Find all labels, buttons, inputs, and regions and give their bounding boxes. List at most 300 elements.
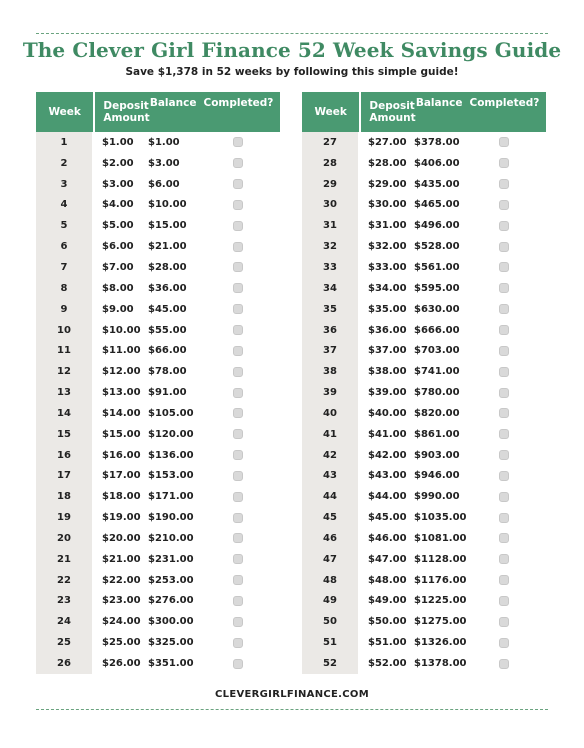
balance-amount: $3.00 [148,157,180,169]
completed-cell [462,179,546,189]
deposit-amount: $7.00 [102,261,134,273]
table-header [302,92,546,132]
completed-cell [196,513,280,523]
deposit-amount: $51.00 [368,637,407,649]
table-row [36,549,280,570]
completed-cell [196,304,280,314]
week-number: 23 [36,591,94,612]
balance-amount: $1081.00 [414,532,467,544]
deposit-amount: $11.00 [102,345,141,357]
table-row [36,340,280,361]
completed-checkbox[interactable] [233,304,243,314]
completed-checkbox[interactable] [233,554,243,564]
balance-amount: $528.00 [414,241,460,253]
balance-amount: $325.00 [148,637,194,649]
balance-amount: $861.00 [414,428,460,440]
header-balance-label: Balance [415,97,463,109]
balance-amount: $1378.00 [414,658,467,670]
deposit-amount: $10.00 [102,324,141,336]
completed-cell [462,388,546,398]
completed-checkbox[interactable] [233,408,243,418]
header-completed: Completed? [469,97,540,109]
completed-checkbox[interactable] [499,617,509,627]
completed-cell [196,137,280,147]
balance-amount: $561.00 [414,261,460,273]
completed-checkbox[interactable] [233,325,243,335]
balance-amount: $741.00 [414,366,460,378]
header-completed: Completed? [203,97,274,109]
table-row [302,236,546,257]
completed-cell [462,429,546,439]
week-number: 9 [36,299,94,320]
completed-checkbox[interactable] [499,200,509,210]
week-number: 42 [302,445,360,466]
page-title: The Clever Girl Finance 52 Week Savings Guide [22,38,562,62]
table-row [302,424,546,445]
week-number: 38 [302,361,360,382]
header-deposit-line2: Amount [369,112,416,124]
week-number: 29 [302,174,360,195]
week-number: 20 [36,528,94,549]
deposit-amount: $24.00 [102,616,141,628]
deposit-amount: $1.00 [102,136,134,148]
deposit-amount: $9.00 [102,303,134,315]
week-number: 34 [302,278,360,299]
completed-cell [196,367,280,377]
completed-cell [462,471,546,481]
week-number: 22 [36,570,94,591]
completed-checkbox[interactable] [499,242,509,252]
completed-checkbox[interactable] [499,492,509,502]
completed-cell [462,575,546,585]
week-number: 12 [36,361,94,382]
balance-amount: $465.00 [414,199,460,211]
completed-checkbox[interactable] [499,638,509,648]
week-number: 19 [36,507,94,528]
completed-checkbox[interactable] [499,554,509,564]
completed-checkbox[interactable] [499,262,509,272]
balance-amount: $990.00 [414,491,460,503]
deposit-amount: $19.00 [102,512,141,524]
balance-amount: $276.00 [148,595,194,607]
completed-cell [196,408,280,418]
balance-amount: $10.00 [148,199,187,211]
header-deposit-amount [361,92,415,132]
deposit-amount: $38.00 [368,366,407,378]
completed-checkbox[interactable] [233,596,243,606]
completed-cell [462,638,546,648]
completed-cell [196,533,280,543]
balance-amount: $630.00 [414,303,460,315]
week-number: 45 [302,507,360,528]
balance-amount: $496.00 [414,220,460,232]
header-balance-label: Balance [149,97,197,109]
week-number: 6 [36,236,94,257]
completed-checkbox[interactable] [499,367,509,377]
week-number: 25 [36,632,94,653]
balance-amount: $21.00 [148,241,187,253]
table-row [36,591,280,612]
table-row [36,278,280,299]
balance-amount: $55.00 [148,324,187,336]
table-row [302,486,546,507]
completed-checkbox[interactable] [499,408,509,418]
deposit-amount: $4.00 [102,199,134,211]
deposit-amount: $29.00 [368,178,407,190]
table-row [302,632,546,653]
week-number: 8 [36,278,94,299]
table-row [302,403,546,424]
bottom-dashed-rule [36,709,548,710]
top-dashed-rule [36,33,548,34]
week-number: 1 [36,132,94,153]
completed-cell [462,659,546,669]
week-number: 46 [302,528,360,549]
table-row [36,215,280,236]
completed-checkbox[interactable] [499,283,509,293]
completed-checkbox[interactable] [233,158,243,168]
deposit-amount: $27.00 [368,136,407,148]
completed-checkbox[interactable] [233,429,243,439]
balance-amount: $136.00 [148,449,194,461]
page-subtitle: Save $1,378 in 52 weeks by following this simple guide! [125,66,459,78]
deposit-amount: $31.00 [368,220,407,232]
deposit-amount: $28.00 [368,157,407,169]
completed-checkbox[interactable] [233,471,243,481]
table-row [36,382,280,403]
header-week: Week [302,92,361,132]
balance-amount: $36.00 [148,282,187,294]
completed-checkbox[interactable] [233,450,243,460]
header-week: Week [36,92,95,132]
deposit-amount: $20.00 [102,532,141,544]
completed-cell [196,659,280,669]
completed-cell [196,242,280,252]
balance-amount: $1.00 [148,136,180,148]
week-number: 24 [36,611,94,632]
table-row [36,653,280,674]
completed-cell [196,638,280,648]
completed-checkbox[interactable] [233,179,243,189]
week-number: 13 [36,382,94,403]
completed-checkbox[interactable] [499,596,509,606]
week-number: 41 [302,424,360,445]
completed-cell [196,158,280,168]
completed-checkbox[interactable] [499,388,509,398]
completed-checkbox[interactable] [499,450,509,460]
table-row [302,132,546,153]
completed-cell [462,346,546,356]
week-number: 31 [302,215,360,236]
deposit-amount: $43.00 [368,470,407,482]
balance-amount: $1225.00 [414,595,467,607]
week-number: 18 [36,486,94,507]
table-row [36,507,280,528]
completed-cell [196,450,280,460]
balance-amount: $406.00 [414,157,460,169]
table-row [36,174,280,195]
completed-cell [196,388,280,398]
completed-checkbox[interactable] [233,221,243,231]
completed-cell [196,346,280,356]
completed-cell [196,492,280,502]
week-number: 40 [302,403,360,424]
completed-cell [196,325,280,335]
deposit-amount: $30.00 [368,199,407,211]
completed-cell [462,221,546,231]
week-number: 2 [36,153,94,174]
balance-amount: $28.00 [148,261,187,273]
header-deposit-line1: Deposit [103,100,149,112]
balance-amount: $45.00 [148,303,187,315]
week-number: 36 [302,320,360,341]
balance-amount: $435.00 [414,178,460,190]
completed-checkbox[interactable] [233,513,243,523]
header-deposit-line2: Amount [103,112,150,124]
table-row [302,611,546,632]
table-row [302,174,546,195]
table-row [302,466,546,487]
week-number: 15 [36,424,94,445]
table-row [36,528,280,549]
completed-cell [462,513,546,523]
week-number: 21 [36,549,94,570]
table-row [302,215,546,236]
table-row [302,340,546,361]
deposit-amount: $18.00 [102,491,141,503]
table-row [36,132,280,153]
completed-cell [196,179,280,189]
week-number: 44 [302,486,360,507]
completed-cell [462,137,546,147]
completed-cell [196,575,280,585]
deposit-amount: $21.00 [102,553,141,565]
completed-cell [462,242,546,252]
deposit-amount: $35.00 [368,303,407,315]
balance-amount: $595.00 [414,282,460,294]
completed-checkbox[interactable] [233,367,243,377]
table-row [302,361,546,382]
completed-checkbox[interactable] [499,137,509,147]
balance-amount: $1275.00 [414,616,467,628]
deposit-amount: $44.00 [368,491,407,503]
completed-checkbox[interactable] [233,283,243,293]
completed-checkbox[interactable] [233,262,243,272]
completed-cell [462,596,546,606]
week-number: 52 [302,653,360,674]
completed-cell [462,492,546,502]
balance-amount: $1326.00 [414,637,467,649]
table-row [302,528,546,549]
completed-cell [196,221,280,231]
table-row [302,195,546,216]
completed-checkbox[interactable] [233,638,243,648]
table-row [36,195,280,216]
completed-cell [462,200,546,210]
week-number: 26 [36,653,94,674]
completed-cell [462,617,546,627]
balance-amount: $780.00 [414,387,460,399]
completed-cell [196,617,280,627]
week-number: 30 [302,195,360,216]
balance-amount: $171.00 [148,491,194,503]
balance-amount: $703.00 [414,345,460,357]
savings-table-weeks-1-26 [36,92,280,674]
table-row [302,445,546,466]
table-row [36,570,280,591]
week-number: 47 [302,549,360,570]
deposit-amount: $32.00 [368,241,407,253]
deposit-amount: $23.00 [102,595,141,607]
completed-cell [196,471,280,481]
deposit-amount: $2.00 [102,157,134,169]
week-number: 17 [36,466,94,487]
balance-amount: $253.00 [148,574,194,586]
table-body [302,132,546,674]
completed-cell [462,158,546,168]
table-row [36,361,280,382]
header-deposit-line1: Deposit [369,100,415,112]
table-row [36,236,280,257]
week-number: 16 [36,445,94,466]
deposit-amount: $52.00 [368,658,407,670]
week-number: 35 [302,299,360,320]
deposit-amount: $3.00 [102,178,134,190]
completed-checkbox[interactable] [233,388,243,398]
table-header [36,92,280,132]
completed-checkbox[interactable] [233,492,243,502]
header-balance [415,92,463,132]
completed-cell [462,283,546,293]
completed-checkbox[interactable] [499,158,509,168]
balance-amount: $231.00 [148,553,194,565]
deposit-amount: $47.00 [368,553,407,565]
balance-amount: $210.00 [148,532,194,544]
balance-amount: $120.00 [148,428,194,440]
completed-checkbox[interactable] [233,617,243,627]
table-row [302,653,546,674]
completed-cell [462,304,546,314]
completed-checkbox[interactable] [499,659,509,669]
deposit-amount: $17.00 [102,470,141,482]
completed-checkbox[interactable] [233,575,243,585]
deposit-amount: $48.00 [368,574,407,586]
completed-checkbox[interactable] [499,575,509,585]
deposit-amount: $22.00 [102,574,141,586]
week-number: 50 [302,611,360,632]
deposit-amount: $16.00 [102,449,141,461]
deposit-amount: $6.00 [102,241,134,253]
table-row [36,299,280,320]
week-number: 39 [302,382,360,403]
table-row [36,611,280,632]
table-row [36,153,280,174]
table-row [36,632,280,653]
completed-checkbox[interactable] [233,200,243,210]
week-number: 51 [302,632,360,653]
balance-amount: $666.00 [414,324,460,336]
completed-checkbox[interactable] [499,221,509,231]
deposit-amount: $8.00 [102,282,134,294]
balance-amount: $66.00 [148,345,187,357]
completed-checkbox[interactable] [233,137,243,147]
completed-checkbox[interactable] [233,533,243,543]
completed-checkbox[interactable] [499,471,509,481]
table-row [302,591,546,612]
header-balance [149,92,197,132]
week-number: 14 [36,403,94,424]
footer-website: CLEVERGIRLFINANCE.COM [215,689,369,700]
table-row [36,486,280,507]
completed-cell [462,325,546,335]
completed-checkbox[interactable] [233,346,243,356]
deposit-amount: $13.00 [102,387,141,399]
balance-amount: $105.00 [148,407,194,419]
table-row [302,278,546,299]
balance-amount: $378.00 [414,136,460,148]
week-number: 48 [302,570,360,591]
table-row [302,320,546,341]
completed-checkbox[interactable] [499,533,509,543]
deposit-amount: $49.00 [368,595,407,607]
completed-checkbox[interactable] [233,242,243,252]
week-number: 11 [36,340,94,361]
week-number: 33 [302,257,360,278]
deposit-amount: $33.00 [368,261,407,273]
completed-cell [462,450,546,460]
week-number: 7 [36,257,94,278]
completed-cell [196,554,280,564]
balance-amount: $190.00 [148,512,194,524]
balance-amount: $903.00 [414,449,460,461]
completed-cell [462,262,546,272]
deposit-amount: $46.00 [368,532,407,544]
table-row [36,403,280,424]
table-row [302,153,546,174]
completed-checkbox[interactable] [233,659,243,669]
completed-cell [196,596,280,606]
week-number: 27 [302,132,360,153]
table-row [302,507,546,528]
completed-checkbox[interactable] [499,179,509,189]
deposit-amount: $14.00 [102,407,141,419]
deposit-amount: $25.00 [102,637,141,649]
table-row [36,257,280,278]
completed-cell [462,367,546,377]
deposit-amount: $34.00 [368,282,407,294]
table-body [36,132,280,674]
completed-checkbox[interactable] [499,325,509,335]
completed-checkbox[interactable] [499,429,509,439]
completed-checkbox[interactable] [499,346,509,356]
completed-cell [196,283,280,293]
deposit-amount: $37.00 [368,345,407,357]
completed-checkbox[interactable] [499,304,509,314]
deposit-amount: $36.00 [368,324,407,336]
balance-amount: $1035.00 [414,512,467,524]
week-number: 3 [36,174,94,195]
week-number: 43 [302,466,360,487]
savings-table-weeks-27-52 [302,92,546,674]
deposit-amount: $41.00 [368,428,407,440]
balance-amount: $300.00 [148,616,194,628]
balance-amount: $91.00 [148,387,187,399]
table-row [36,466,280,487]
table-row [36,424,280,445]
completed-checkbox[interactable] [499,513,509,523]
balance-amount: $6.00 [148,178,180,190]
balance-amount: $351.00 [148,658,194,670]
